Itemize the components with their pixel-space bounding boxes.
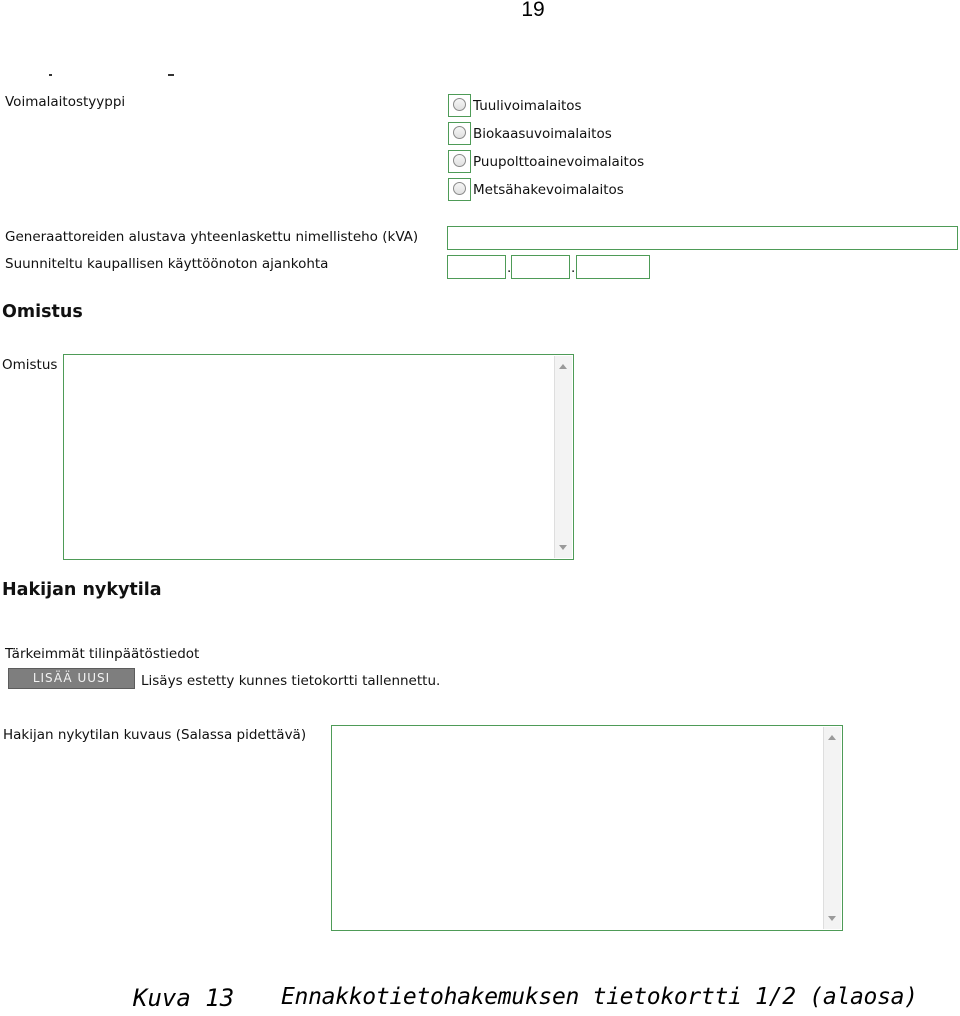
- commissioning-date-label: Suunniteltu kaupallisen käyttöönoton ajankohta: [5, 256, 329, 272]
- ownership-heading: Omistus: [2, 302, 83, 322]
- date-year-input[interactable]: [576, 255, 650, 279]
- financials-label: Tärkeimmät tilinpäätöstiedot: [5, 646, 200, 662]
- radio-option-label: Biokaasuvoimalaitos: [473, 125, 612, 142]
- plant-type-option-wood-chip[interactable]: [448, 178, 624, 201]
- status-description-textarea[interactable]: [331, 725, 843, 931]
- textarea-scrollbar[interactable]: [554, 356, 572, 558]
- plant-type-option-biogas[interactable]: [448, 122, 612, 145]
- page-number: 19: [521, 0, 545, 21]
- radio-icon: [453, 98, 466, 111]
- plant-type-option-wood-fuel[interactable]: [448, 150, 644, 173]
- radio-button[interactable]: [448, 94, 471, 117]
- cropped-text-fragment: [49, 74, 52, 76]
- scroll-up-arrow-icon[interactable]: [559, 364, 567, 369]
- cropped-text-fragment: [168, 74, 174, 76]
- date-month-input[interactable]: [511, 255, 570, 279]
- generator-power-input[interactable]: [447, 226, 958, 250]
- date-day-input[interactable]: [447, 255, 506, 279]
- radio-icon: [453, 126, 466, 139]
- plant-type-option-wind[interactable]: [448, 94, 582, 117]
- date-separator: .: [571, 260, 576, 276]
- radio-option-label: Tuulivoimalaitos: [473, 97, 582, 114]
- radio-option-label: Metsähakevoimalaitos: [473, 181, 624, 198]
- ownership-textarea[interactable]: [63, 354, 574, 560]
- textarea-scrollbar[interactable]: [823, 727, 841, 929]
- generator-power-label: Generaattoreiden alustava yhteenlaskettu nimellisteho (kVA): [5, 229, 419, 245]
- radio-button[interactable]: [448, 122, 471, 145]
- add-new-button[interactable]: LISÄÄ UUSI: [8, 668, 135, 689]
- status-description-label: Hakijan nykytilan kuvaus (Salassa pidettävä): [3, 727, 307, 743]
- scroll-down-arrow-icon[interactable]: [828, 916, 836, 921]
- date-separator: .: [507, 260, 512, 276]
- radio-icon: [453, 154, 466, 167]
- radio-option-label: Puupolttoainevoimalaitos: [473, 153, 645, 170]
- figure-caption-text: Ennakkotietohakemuksen tietokortti 1/2 (alaosa): [281, 984, 918, 1010]
- figure-caption-label: Kuva 13: [133, 984, 235, 1012]
- plant-type-label: Voimalaitostyyppi: [5, 94, 126, 110]
- ownership-field-label: Omistus: [2, 357, 58, 373]
- radio-icon: [453, 182, 466, 195]
- radio-button[interactable]: [448, 150, 471, 173]
- applicant-status-heading: Hakijan nykytila: [2, 580, 162, 600]
- radio-button[interactable]: [448, 178, 471, 201]
- add-blocked-note: Lisäys estetty kunnes tietokortti tallennettu.: [141, 673, 441, 689]
- scroll-up-arrow-icon[interactable]: [828, 735, 836, 740]
- scroll-down-arrow-icon[interactable]: [559, 545, 567, 550]
